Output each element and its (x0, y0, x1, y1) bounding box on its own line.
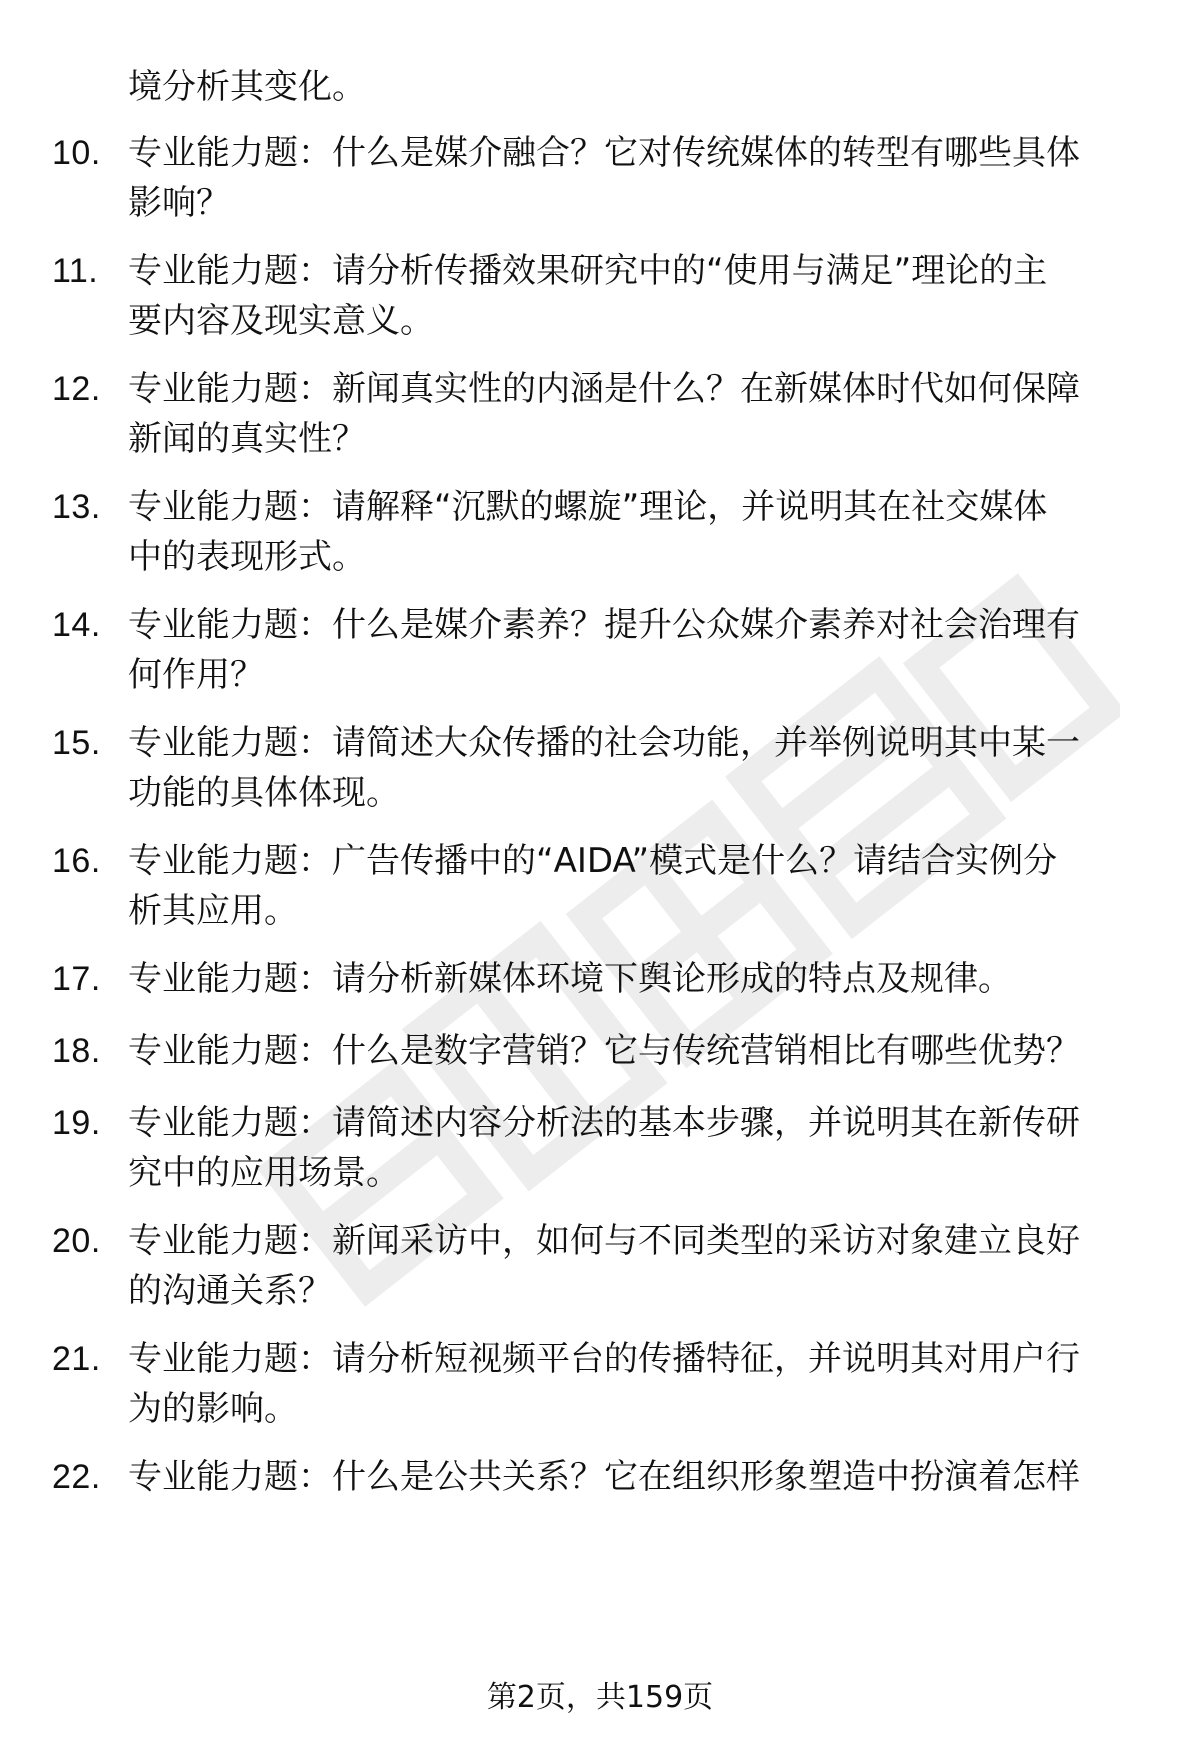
question-text-line: 的沟通关系？ (128, 1271, 332, 1311)
question-text-line: 专业能力题：什么是媒介素养？提升公众媒介素养对社会治理有 (128, 605, 1080, 645)
question-number: 12. (52, 370, 101, 408)
question-number: 16. (52, 842, 101, 880)
question-number: 15. (52, 724, 101, 762)
question-text-line: 专业能力题：请简述内容分析法的基本步骤，并说明其在新传研 (128, 1103, 1080, 1143)
question-text-line: 功能的具体体现。 (128, 773, 400, 813)
question-text-line: 专业能力题：请简述大众传播的社会功能，并举例说明其中某一 (128, 723, 1080, 763)
question-text-line: 析其应用。 (128, 891, 298, 931)
question-text-line: 中的表现形式。 (128, 537, 366, 577)
question-number: 10. (52, 134, 101, 172)
question-number: 13. (52, 488, 101, 526)
question-text-line: 专业能力题：请分析传播效果研究中的“使用与满足”理论的主 (128, 251, 1048, 291)
question-text-line: 究中的应用场景。 (128, 1153, 400, 1193)
question-text-line: 专业能力题：请解释“沉默的螺旋”理论，并说明其在社交媒体 (128, 487, 1048, 527)
question-number: 18. (52, 1032, 101, 1070)
question-text-line: 专业能力题：什么是媒介融合？它对传统媒体的转型有哪些具体 (128, 133, 1080, 173)
continued-text: 境分析其变化。 (128, 67, 366, 107)
question-text-line: 专业能力题：什么是公共关系？它在组织形象塑造中扮演着怎样 (128, 1457, 1080, 1497)
question-text-line: 专业能力题：广告传播中的“AIDA”模式是什么？请结合实例分 (128, 841, 1058, 881)
question-text-line: 要内容及现实意义。 (128, 301, 434, 341)
question-text-line: 专业能力题：什么是数字营销？它与传统营销相比有哪些优势？ (128, 1031, 1080, 1071)
question-number: 14. (52, 606, 101, 644)
question-number: 11. (52, 252, 99, 290)
question-number: 21. (52, 1340, 101, 1378)
question-number: 20. (52, 1222, 101, 1260)
question-text-line: 新闻的真实性？ (128, 419, 366, 459)
question-text-line: 何作用？ (128, 655, 264, 695)
question-text-line: 专业能力题：请分析短视频平台的传播特征，并说明其对用户行 (128, 1339, 1080, 1379)
question-number: 17. (52, 960, 101, 998)
question-text-line: 专业能力题：新闻采访中，如何与不同类型的采访对象建立良好 (128, 1221, 1080, 1261)
question-text-line: 专业能力题：新闻真实性的内涵是什么？在新媒体时代如何保障 (128, 369, 1080, 409)
question-text-line: 专业能力题：请分析新媒体环境下舆论形成的特点及规律。 (128, 959, 1012, 999)
question-text-line: 影响？ (128, 183, 230, 223)
page-footer: 第2页，共159页 (486, 1680, 714, 1715)
question-number: 19. (52, 1104, 101, 1142)
question-text-line: 为的影响。 (128, 1389, 298, 1429)
question-number: 22. (52, 1458, 101, 1496)
